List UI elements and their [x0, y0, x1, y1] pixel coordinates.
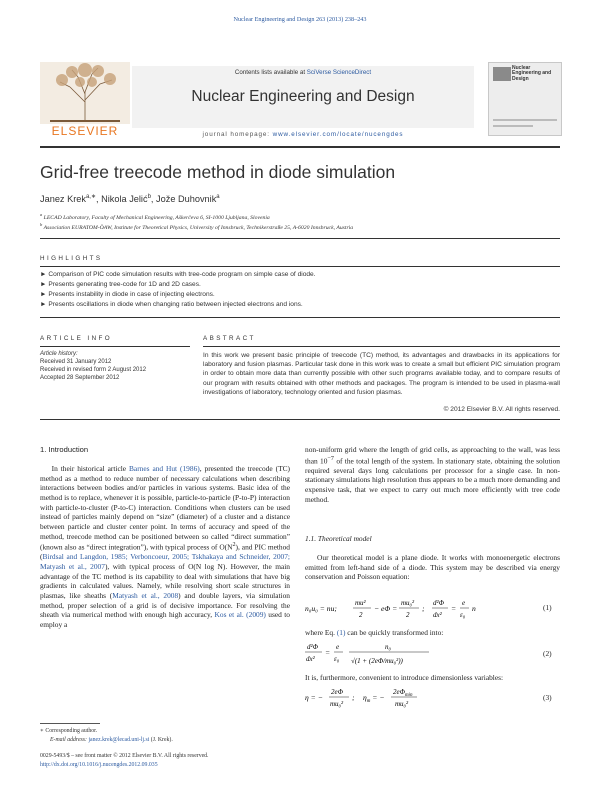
- publisher-wordmark: ELSEVIER: [51, 124, 119, 138]
- svg-text:ε₀: ε₀: [334, 655, 340, 663]
- journal-citation[interactable]: Nuclear Engineering and Design 263 (2013) 238–243: [233, 16, 367, 23]
- citation-link[interactable]: Matyash et al., 2008: [112, 591, 179, 600]
- contents-line: [132, 69, 474, 76]
- svg-text:dx²: dx²: [306, 655, 315, 663]
- history-entry: Received in revised form 2 August 2012: [40, 367, 147, 373]
- corresponding-author-note: ∗ Corresponding author.: [40, 728, 98, 734]
- homepage-link[interactable]: www.elsevier.com/locate/nucengdes: [272, 131, 404, 138]
- history-label: Article history:: [40, 351, 78, 357]
- affiliation-text: LECAD Laboratory, Faculty of Mechanical Engineering, Aškerčeva 6, SI-1000 Ljubljana, Slovenia: [43, 214, 270, 221]
- equation-intro: [305, 628, 560, 638]
- svg-text:ε₀: ε₀: [460, 611, 466, 619]
- equation-1: [305, 596, 505, 624]
- svg-text:n₀: n₀: [385, 643, 391, 651]
- svg-text:d²Φ: d²Φ: [307, 643, 318, 651]
- highlights-label: HIGHLIGHTS: [40, 255, 103, 262]
- svg-text:d²Φ: d²Φ: [433, 599, 444, 607]
- equation-ref-link[interactable]: (1): [336, 628, 346, 637]
- svg-text:=: =: [325, 648, 331, 657]
- author-sup: b: [147, 194, 151, 200]
- affiliation: [40, 212, 270, 221]
- doi-link[interactable]: http://dx.doi.org/10.1016/j.nucengdes.2012.09.035: [40, 762, 158, 768]
- affiliation-sup: a: [40, 212, 43, 217]
- email-label: E-mail address:: [50, 737, 89, 743]
- divider: [40, 419, 560, 420]
- abstract-text: In this work we present basic principle of treecode (TC) method, its advantages and drawbacks in its applications for laboratory and fusion plasmas. Particular task done in this work was to create a small but efficient PIC simulation program in order to obtain more data than currently possible with other such programs available today, and to compare results of our program with results obtained with other methods and packages. The program is intended to be used in plasma-wall investigations of laboratory, technology oriented and fusion plasmas.: [203, 352, 560, 396]
- article-history: [40, 350, 146, 382]
- svg-text:2: 2: [406, 611, 410, 619]
- affiliation: [40, 222, 353, 231]
- svg-text:mu₀²: mu₀²: [401, 599, 415, 607]
- svg-text:;: ;: [352, 693, 355, 702]
- divider: [40, 266, 560, 267]
- author-name[interactable]: Janez Krek: [40, 194, 86, 205]
- theory-paragraph: Our theoretical model is a plane diode. It works with monoenergetic electrons emitted from left-hand side of a diode. This system may be described via energy conservation and Poisson equation:: [305, 553, 560, 582]
- article-info-label: ARTICLE INFO: [40, 335, 113, 342]
- article-title: Grid-free treecode method in diode simulation: [40, 162, 396, 182]
- citation-link[interactable]: Kos et al. (2009): [214, 610, 266, 620]
- author-sup: a: [216, 194, 220, 200]
- author-name[interactable]: Jože Duhovnik: [156, 194, 217, 205]
- svg-text:2: 2: [359, 611, 363, 619]
- abstract-label: ABSTRACT: [203, 335, 256, 342]
- abstract-copyright: © 2012 Elsevier B.V. All rights reserved.: [443, 406, 560, 413]
- right-column-paragraph: non-uniform grid where the length of grid cells, as approaching to the wall, was less than $10^{-7}$ of the total length of the system. In stationary state, obtaining the solution required several days long calculations per processor for a single case. In non-stationary simulations high resolution thus appears to be a much more demanding and expensive task, that we expect to carry out much more efficiently with tree code method.: [305, 445, 560, 504]
- svg-text:mu₀²: mu₀²: [395, 700, 409, 708]
- email-note: [50, 736, 173, 744]
- author-name[interactable]: Nikola Jelić: [101, 194, 148, 205]
- svg-text:mu²: mu²: [355, 599, 366, 607]
- svg-text:e: e: [336, 643, 340, 651]
- email-tail: (J. Krek).: [149, 737, 173, 743]
- history-entry: Received 31 January 2012: [40, 359, 112, 365]
- journal-homepage: [132, 131, 474, 138]
- svg-text:dx²: dx²: [433, 611, 442, 619]
- equation-number: (3): [543, 693, 552, 702]
- contents-prefix: Contents lists available at: [234, 69, 307, 76]
- highlight-item: ► Presents instability in diode in case of injecting electrons.: [40, 291, 215, 298]
- svg-text:2eΦ: 2eΦ: [331, 688, 343, 696]
- equation-number: (2): [543, 649, 552, 658]
- divider: [40, 317, 560, 318]
- intro-paragraph: In their historical article Barnes and Hut (1986), presented the treecode (TC) method as a method to reduce number of necessary calculations when describing interactions between bodies and/or particles in various systems. Basic idea of the method is to replace, whenever it is possible, particle-to-particle (P-to-P) interaction with particle-to-cluster (P-to-C) interaction. Conditions when clusters can be used instead of particles mainly depend on “size” (diameter) of a cluster and a distance between particle and cluster center point. In terms of accuracy and speed of the method, treecode method can be positioned between so called “direct summation” (known also as “direct integration”), with typical process of $O(N^2)$, and PIC method (Birdsal and Langdon, 1985; Verboncoeur, 2005; Tskhakaya and Schneider, 2007; Matyash et al., 2007), with typical process of O(N log N). However, the main advantage of the TC method is its capability to deal with simulations that have big gradients in calculated values. Namely, while resolving short scale structures in plasmas, like sheaths (Matyash et al., 2008) and double layers, via simulation method, proper selection of a grid is of decisive importance. For resolving the sheath via numerical method with enough high accuracy, Kos et al. (2009) used to employ a: [40, 464, 291, 629]
- email-link[interactable]: janez.krek@lecad.uni-lj.si: [88, 737, 150, 743]
- highlight-item: ► Presents generating tree-code for 1D and 2D cases.: [40, 281, 201, 288]
- author-list: Janez Krek$^{a,∗}$, Nikola Jelić$^b$, Jože Duhovnik$^a$: [40, 194, 220, 205]
- journal-name: Nuclear Engineering and Design: [191, 88, 415, 105]
- svg-text:ηm = −: $\eta_m$ = −: [363, 693, 385, 704]
- citation-link[interactable]: Birdsal and Langdon, 1985; Verboncoeur, 2005; Tskhakaya and Schneider, 2007; Matyash et al., 2007: [40, 552, 290, 572]
- eq-intro-text: where Eq.: [305, 628, 337, 637]
- sciencedirect-link[interactable]: SciVerse ScienceDirect: [306, 69, 372, 76]
- footnote-divider: [40, 723, 100, 724]
- cover-title: Nuclear Engineering and Design: [512, 65, 552, 82]
- svg-text:n₀u₀ = nu;: n₀u₀ = nu;: [305, 604, 337, 613]
- divider: [203, 346, 560, 347]
- highlight-item: ► Presents oscillations in diode when changing ratio between injected electrons and ions.: [40, 301, 303, 308]
- section-heading: 1. Introduction: [40, 445, 89, 454]
- eq-intro-tail: can be quickly transformed into:: [345, 628, 444, 637]
- affiliation-text: Association EURATOM-ÖAW, Institute for Theoretical Physics, University of Innsbruck, Technikerstraße 25, A-6020 Innsbruck, Austria: [43, 224, 354, 231]
- equation-2: [305, 640, 505, 674]
- doi-line: [40, 762, 158, 768]
- equation-number: (1): [543, 603, 552, 612]
- history-entry: Accepted 28 September 2012: [40, 375, 120, 381]
- subsection-heading: 1.1. Theoretical model: [305, 534, 372, 543]
- header-divider: [40, 146, 560, 148]
- highlight-item: ► Comparison of PIC code simulation results with tree-code program on simple case of diode.: [40, 271, 316, 278]
- svg-text:2eΦmin: $2e\Phi_{min}$: [393, 688, 413, 698]
- affiliation-sup: b: [40, 222, 43, 227]
- divider: [40, 238, 560, 239]
- svg-text:e: e: [462, 599, 466, 607]
- svg-text:mu₀²: mu₀²: [330, 700, 344, 708]
- homepage-prefix: journal homepage:: [202, 131, 273, 138]
- citation-link[interactable]: Barnes and Hut (1986): [129, 464, 200, 473]
- svg-text:√(1 + (2eΦ/mu₀²)): √(1 + (2eΦ/mu₀²)): [351, 657, 403, 665]
- svg-text:η = −: η = −: [305, 693, 323, 702]
- equation-intro: It is, furthermore, convenient to introduce dimensionless variables:: [305, 673, 504, 682]
- equation-3: [305, 685, 505, 715]
- svg-text:n: n: [472, 604, 476, 613]
- svg-text:− eΦ =: − eΦ =: [374, 604, 398, 613]
- divider: [40, 346, 190, 347]
- issn-line: 0029-5493/$ – see front matter © 2012 Elsevier B.V. All rights reserved.: [40, 753, 209, 759]
- svg-text:=: =: [451, 604, 457, 613]
- svg-text:;: ;: [422, 604, 425, 613]
- author-sup: a,∗: [85, 194, 96, 200]
